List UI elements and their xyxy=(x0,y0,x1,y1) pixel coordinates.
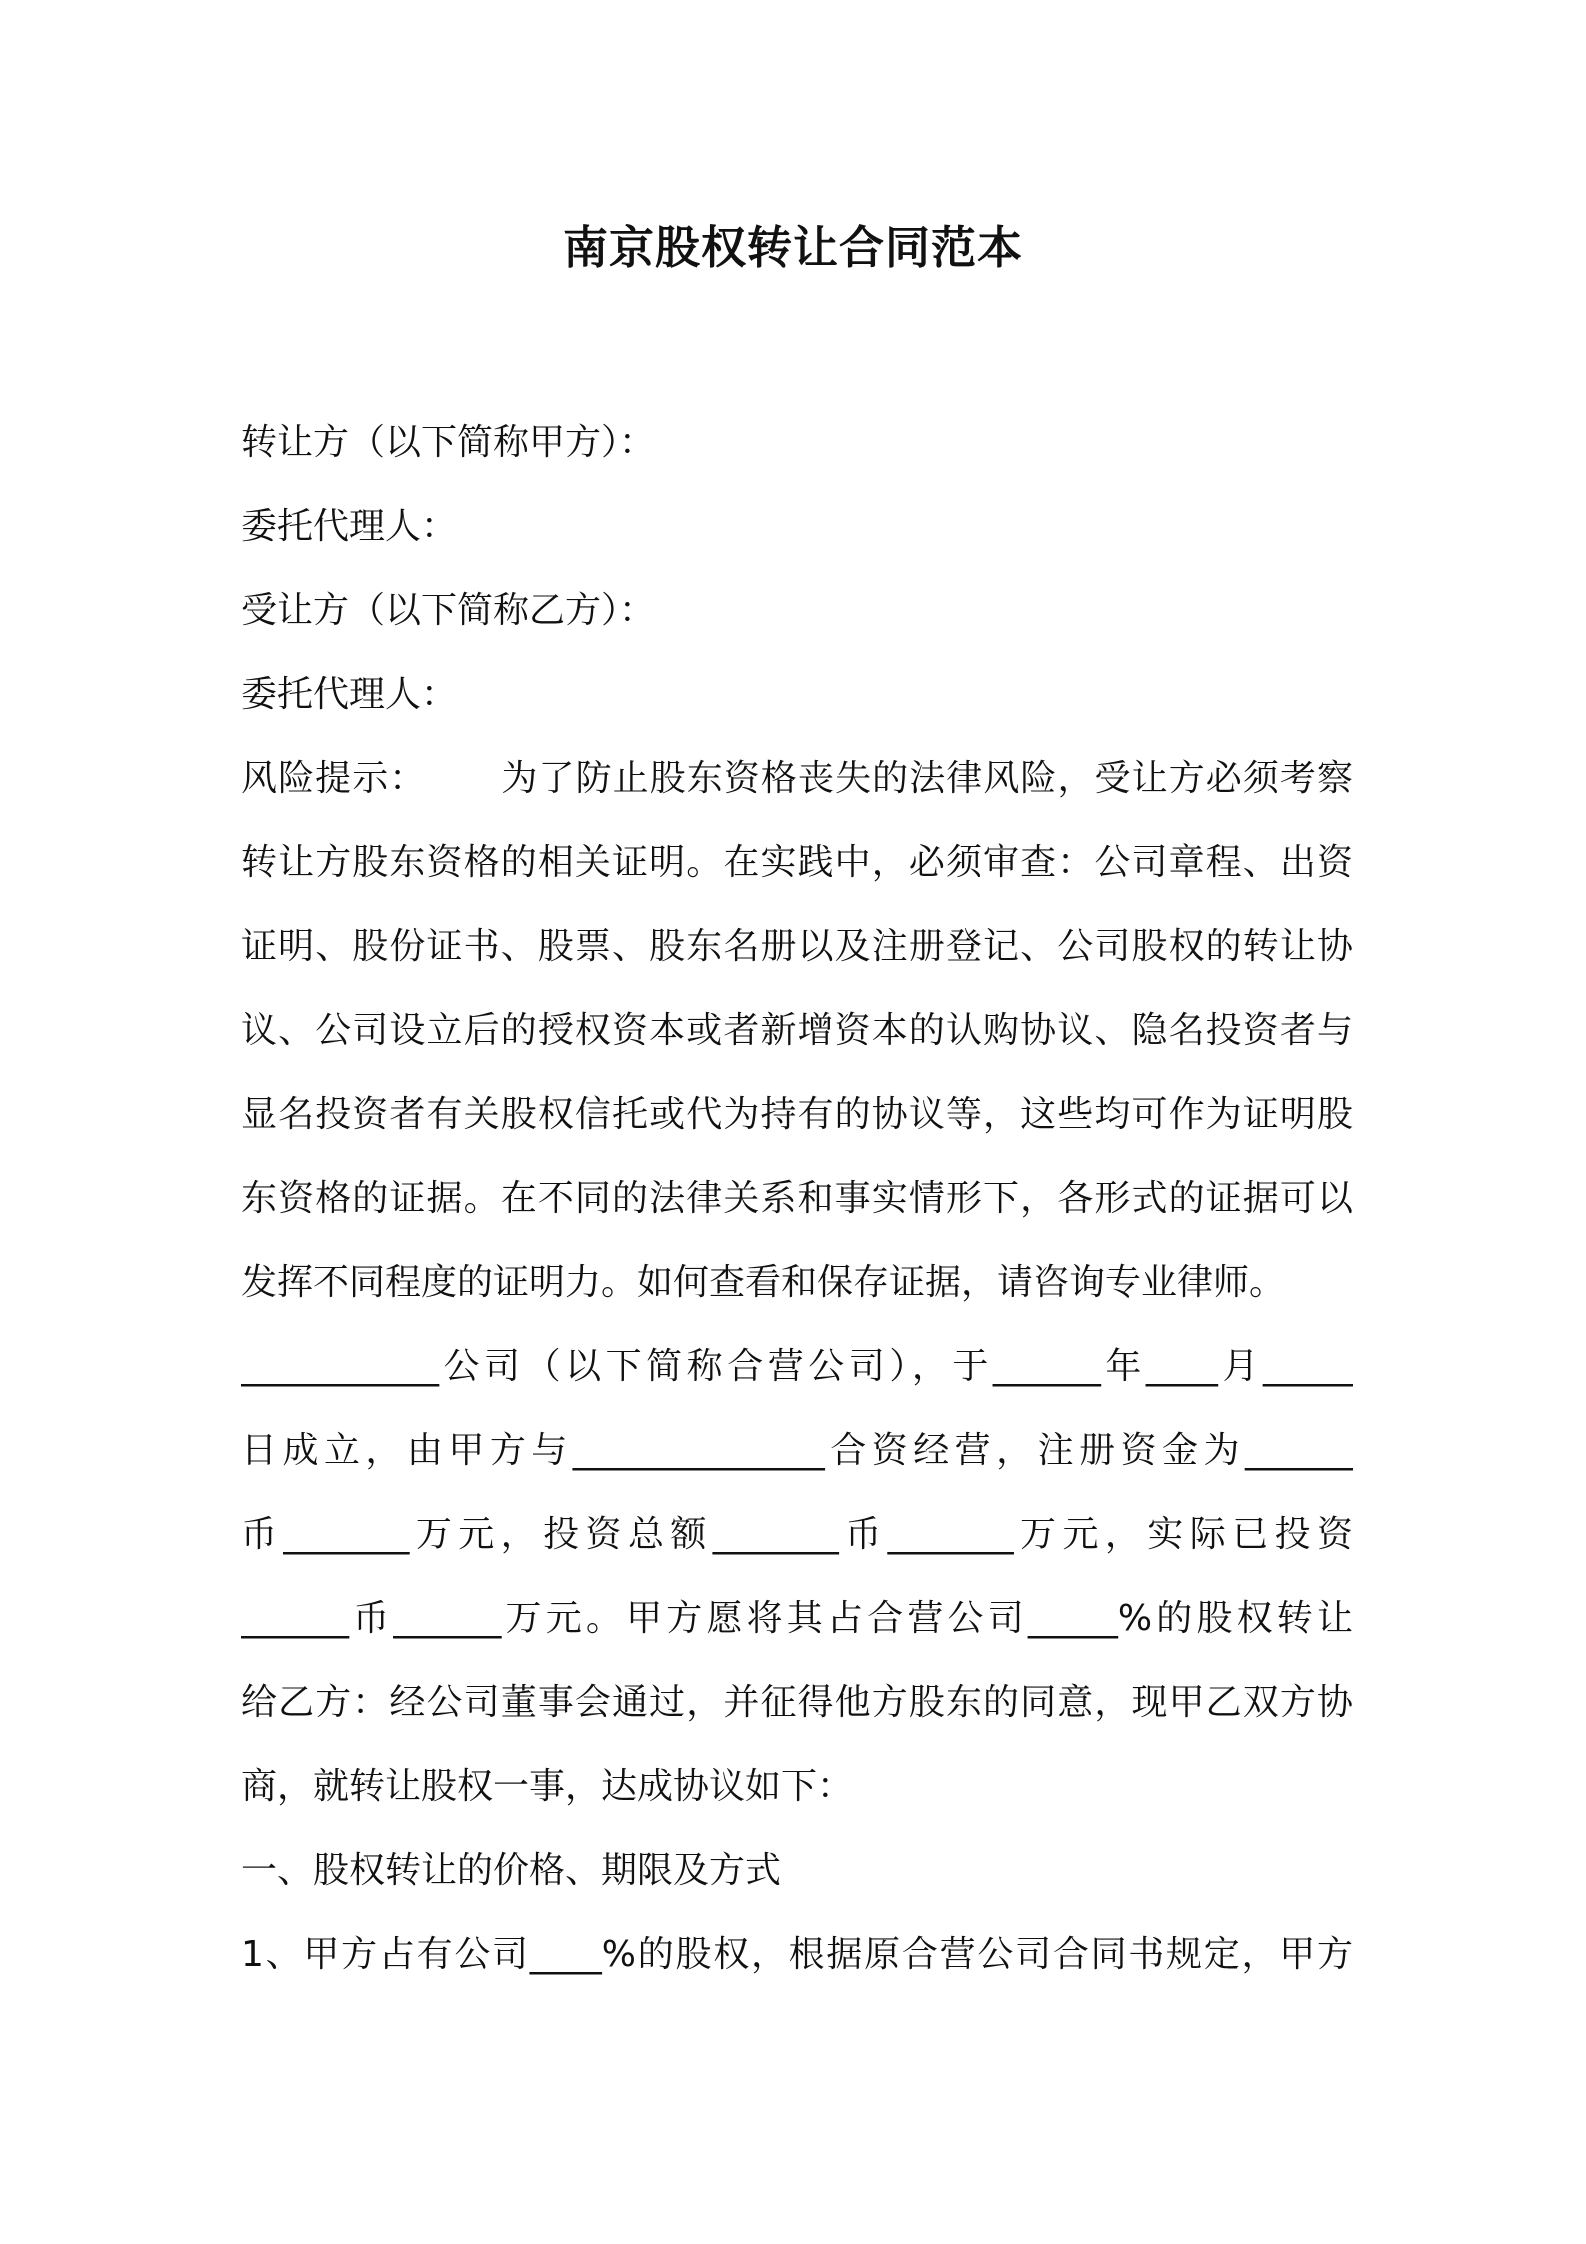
preamble-line: 商，就转让股权一事，达成协议如下： xyxy=(241,1766,854,1807)
preamble-line: ______币______万元。甲方愿将其占合营公司_____%的股权转让 xyxy=(241,1598,1353,1639)
preamble-line: ___________公司（以下简称合营公司），于______年____月_____ xyxy=(241,1346,1353,1387)
risk-notice-line: 东资格的证据。在不同的法律关系和事实情形下，各形式的证据可以 xyxy=(241,1178,1353,1219)
risk-notice-text: 为了防止股东资格丧失的法律风险，受让方必须考察 xyxy=(500,758,1353,799)
transferor-agent-line: 委托代理人： xyxy=(241,506,458,547)
risk-notice-line: 议、公司设立后的授权资本或者新增资本的认购协议、隐名投资者与 xyxy=(241,1010,1353,1051)
clause-line: 1、甲方占有公司____%的股权，根据原合营公司合同书规定，甲方 xyxy=(241,1934,1353,1975)
risk-notice-line: 发挥不同程度的证明力。如何查看和保存证据，请咨询专业律师。 xyxy=(241,1262,1286,1303)
transferee-agent-line: 委托代理人： xyxy=(241,674,458,715)
risk-notice-line: 显名投资者有关股权信托或代为持有的协议等，这些均可作为证明股 xyxy=(241,1094,1353,1135)
transferor-line: 转让方（以下简称甲方）： xyxy=(241,422,656,463)
risk-notice-line: 转让方股东资格的相关证明。在实践中，必须审查：公司章程、出资 xyxy=(241,842,1353,883)
risk-notice-line: 证明、股份证书、股票、股东名册以及注册登记、公司股权的转让协 xyxy=(241,926,1353,967)
risk-notice-label: 风险提示： xyxy=(241,758,427,799)
preamble-line: 给乙方：经公司董事会通过，并征得他方股东的同意，现甲乙双方协 xyxy=(241,1682,1353,1723)
document-title: 南京股权转让合同范本 xyxy=(562,221,1023,274)
document-body xyxy=(241,401,1353,1997)
transferee-line: 受让方（以下简称乙方）： xyxy=(241,590,656,631)
risk-notice-first-line xyxy=(241,737,1353,821)
section-heading: 一、股权转让的价格、期限及方式 xyxy=(241,1850,782,1891)
preamble-line: 日成立，由甲方与______________合资经营，注册资金为______ xyxy=(241,1430,1353,1471)
preamble-line: 币_______万元，投资总额_______币_______万元，实际已投资 xyxy=(241,1514,1353,1555)
